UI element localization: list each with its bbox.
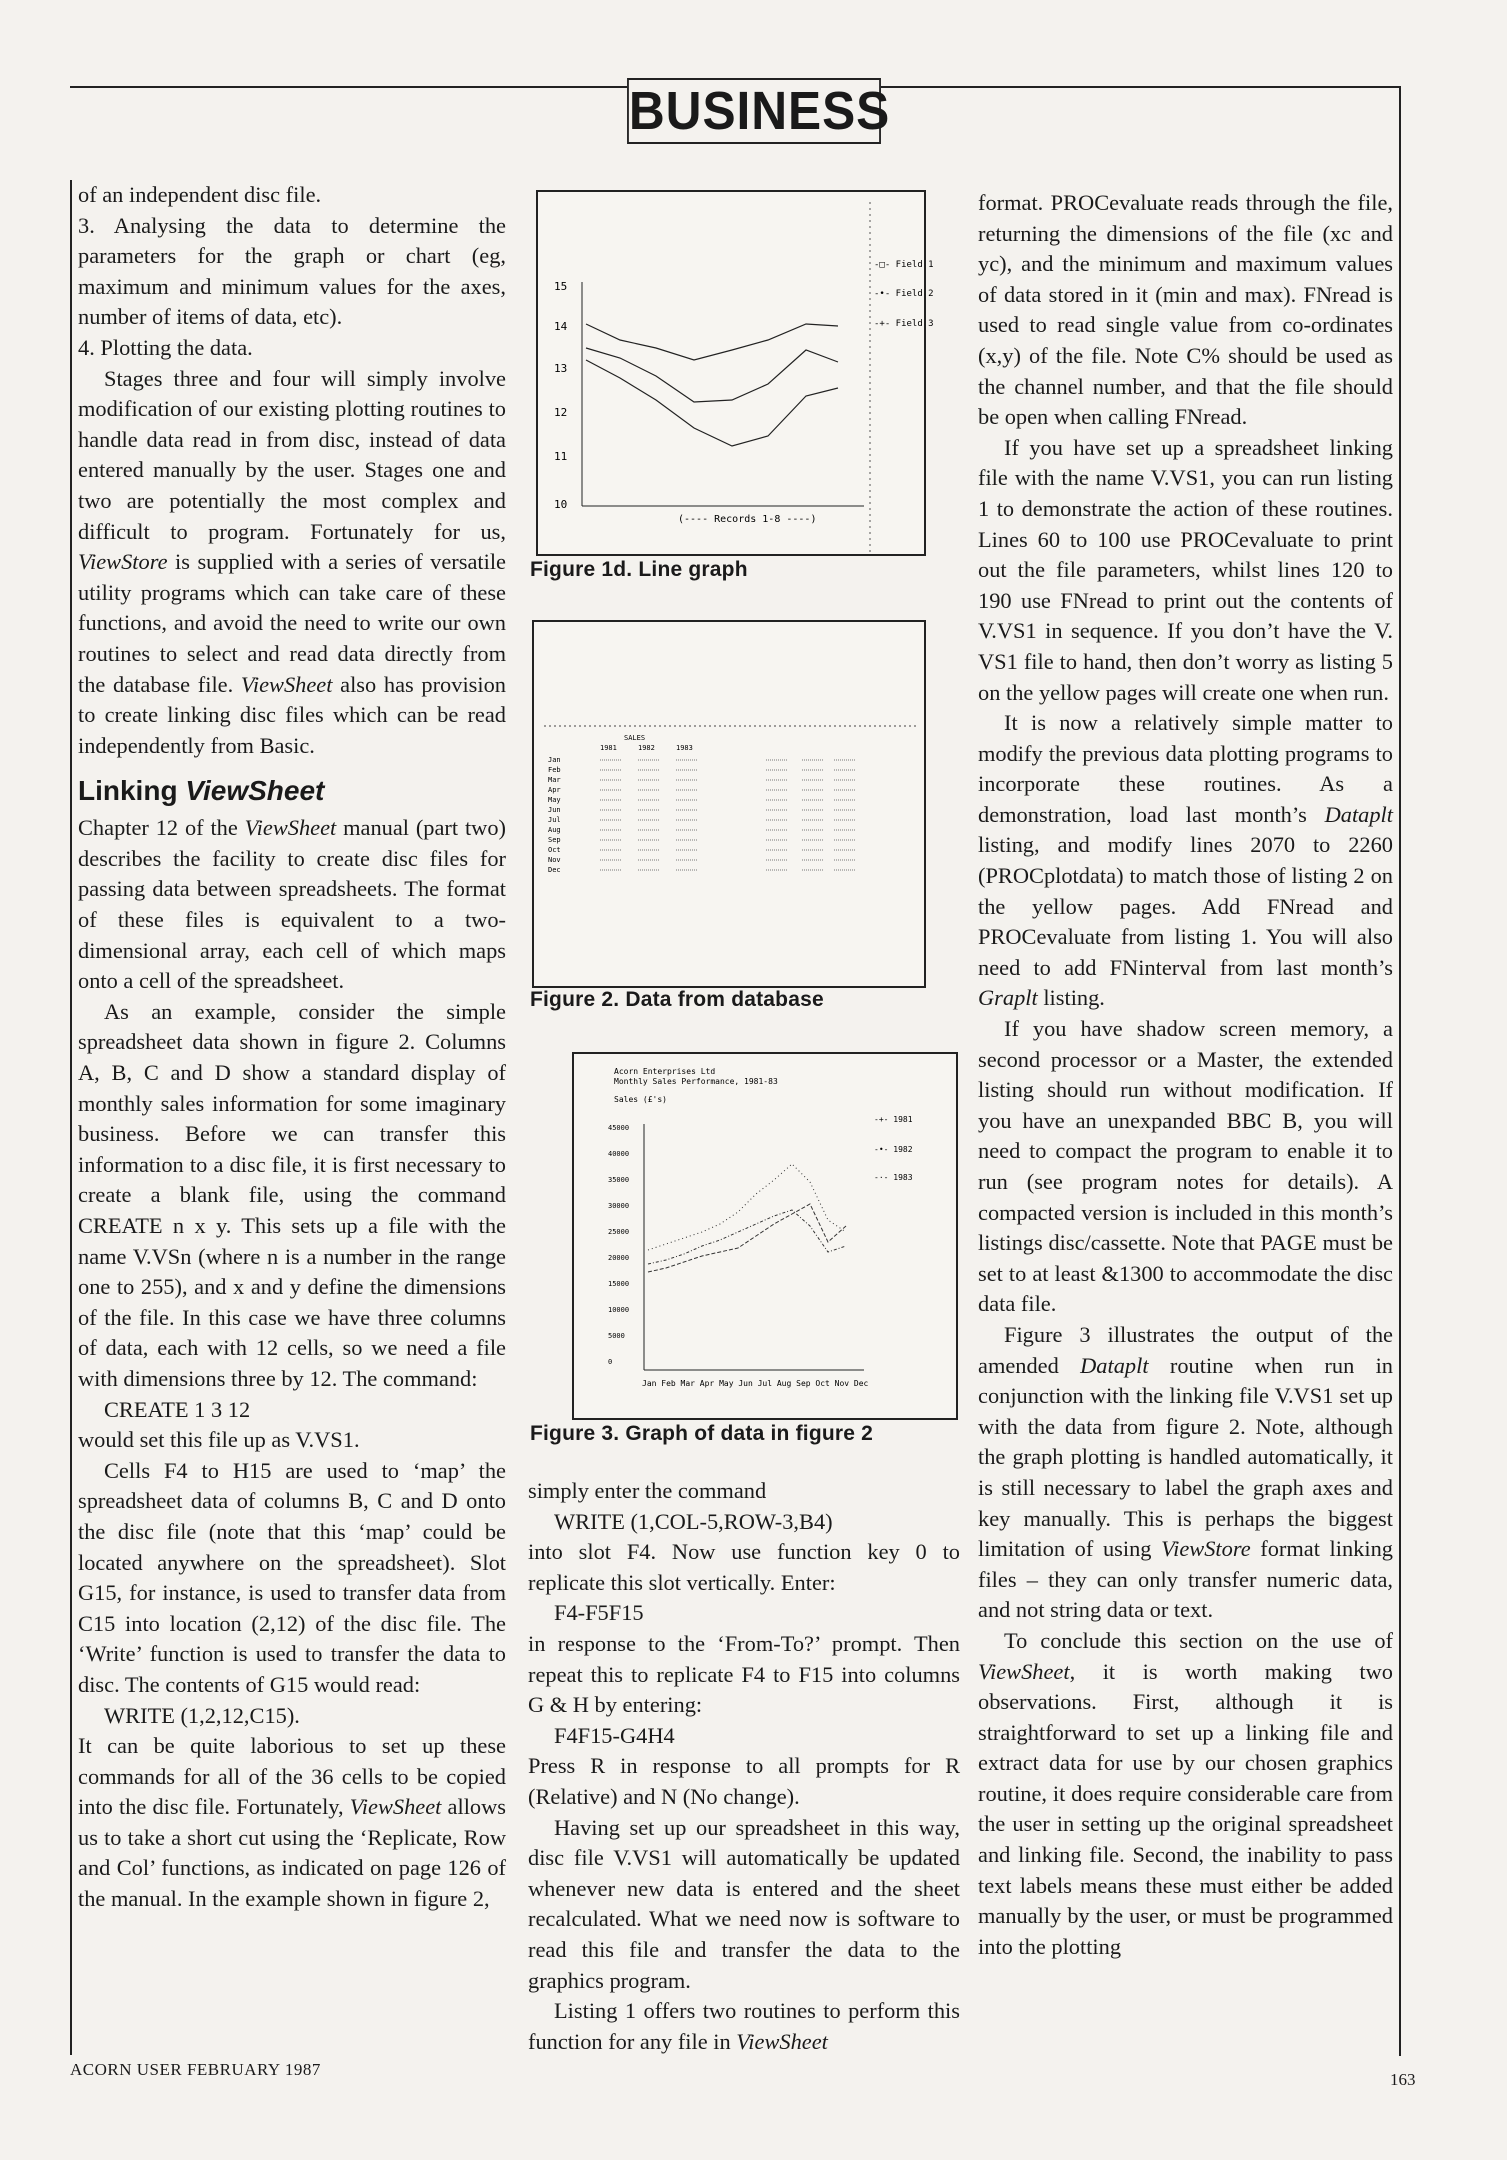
paragraph: would set this file up as V.VS1. [78, 1427, 360, 1453]
month-label: Jul [548, 816, 561, 824]
figure-2-data-table [532, 620, 926, 988]
y-tick: 40000 [608, 1150, 630, 1158]
month-label: Aug [548, 826, 561, 834]
paragraph: format. PROCevaluate reads through the file, returning the dimensions of the file (xc and yc), and the minimum and maximum values of data stored in it (min and max). FNread is used to read single value from co-ordinates (x,y) of the file. Note C% should be used as the channel number, and that the file should be open when calling FNread. [978, 190, 1393, 430]
y-tick: 30000 [608, 1202, 630, 1210]
month-label: Feb [548, 766, 561, 774]
paragraph: Chapter 12 of the ViewSheet manual (part two) describes the facility to create disc files for passing data between spreadsheets. The format of these files is equivalent to a two-dimensional array, each cell of which maps onto a cell of the spreadsheet. [78, 815, 506, 994]
paragraph: Figure 3 illustrates the output of the amended Dataplt routine when run in conjunction with the linking file V.VS1 set up with the data from figure 2. Note, although the graph plotting is handled automatically, it is still necessary to label the graph axes and key manually. This is perhaps the biggest limitation of using ViewStore format linking files – they can only transfer numeric data, and not string data or text. [978, 1321, 1393, 1623]
paragraph: simply enter the command [528, 1478, 767, 1503]
legend-field-1: -□- Field 1 [874, 260, 934, 270]
y-tick: 20000 [608, 1254, 630, 1262]
month-label: Sep [548, 836, 561, 844]
subheading-linking-viewsheet: Linking ViewSheet [78, 775, 325, 807]
spreadsheet-svg [534, 622, 924, 986]
y-tick: 45000 [608, 1124, 630, 1132]
paragraph: 4. Plotting the data. [78, 334, 253, 360]
paragraph: Press R in response to all prompts for R (Relative) and N (No change). [528, 1753, 960, 1809]
legend-field-3: -+- Field 3 [874, 319, 934, 329]
code-line: WRITE (1,2,12,C15). [104, 1702, 300, 1728]
month-label: Nov [548, 856, 561, 864]
figure-2-caption: Figure 2. Data from database [530, 988, 824, 1011]
y-tick: 0 [608, 1358, 613, 1366]
paragraph: into slot F4. Now use function key 0 to replicate this slot vertically. Enter: [528, 1539, 960, 1595]
series-field-2 [586, 348, 838, 402]
paragraph: Having set up our spreadsheet in this way, disc file V.VS1 will automatically be updated whenever new data is entered and the sheet recalculated. What we need now is software to read this file and transfer the data to the graphics program. [528, 1814, 960, 1993]
footer-magazine: ACORN USER FEBRUARY 1987 [70, 2060, 321, 2079]
legend-1982: -•- 1982 [874, 1145, 913, 1154]
code-line: WRITE (1,COL-5,ROW-3,B4) [554, 1508, 833, 1534]
month-label: Dec [548, 866, 561, 874]
y-tick: 10 [554, 498, 568, 511]
section-tag: BUSINESS [627, 78, 881, 144]
code-line: CREATE 1 3 12 [104, 1396, 251, 1422]
spreadsheet-rows [548, 756, 856, 874]
y-tick: 10000 [608, 1306, 630, 1314]
series-1982 [648, 1164, 846, 1250]
svg-text:1981: 1981 [600, 744, 617, 752]
series-field-3 [586, 360, 838, 446]
paragraph: As an example, consider the simple spreadsheet data shown in figure 2. Columns A, B, C and D show a standard display of monthly sales information for some imaginary business. Before we can transfer this information to a disc file, it is first necessary to create a blank file, using the command CREATE n x y. This sets up a file with the name V.VSn (where n is a number in the range one to 255), and x and y define the dimensions of the file. In this case we have three columns of data, each with 12 cells, so we need a file with dimensions three by 12. The command: [78, 998, 506, 1391]
month-label: Mar [548, 776, 561, 784]
column-3 [978, 188, 1401, 2056]
svg-text:1982: 1982 [638, 744, 655, 752]
y-tick: 12 [554, 406, 568, 419]
figure-3-graph [572, 1052, 958, 1420]
figure-1d-line-graph [536, 190, 934, 556]
y-axis-label: Sales (£'s) [614, 1095, 667, 1104]
graph-subtitle: Monthly Sales Performance, 1981-83 [614, 1077, 778, 1086]
svg-text:1983: 1983 [676, 744, 693, 752]
code-line: F4-F5F15 [554, 1600, 644, 1626]
series-1981 [648, 1204, 846, 1272]
paragraph: Listing 1 offers two routines to perform this function for any file in ViewSheet [528, 1998, 960, 2054]
y-tick: 35000 [608, 1176, 630, 1184]
month-label: May [548, 796, 561, 804]
y-tick: 15000 [608, 1280, 630, 1288]
paragraph: in response to the ‘From-To?’ prompt. Then repeat this to replicate F4 to F15 into columns G & H by entering: [528, 1630, 960, 1718]
page-number: 163 [1390, 2070, 1416, 2089]
paragraph: If you have shadow screen memory, a second processor or a Master, the extended listing should run without modification. If you have an unexpanded BBC B, you will need to compact the program to enable it to run (see program notes for details). A compacted version is included in this month’s listings disc/cassette. Note that PAGE must be set to at least &1300 to accommodate the disc data file. [978, 1016, 1393, 1317]
paragraph: Cells F4 to H15 are used to ‘map’ the spreadsheet data of columns B, C and D onto the disc file (note that this ‘map’ could be located anywhere on the spreadsheet). Slot G15, for instance, is used to transfer data from C15 into location (2,12) of the disc file. The ‘Write’ function is used to transfer the data to disc. The contents of G15 would read: [78, 1457, 506, 1697]
legend-1983: -·- 1983 [874, 1173, 913, 1182]
month-label: Jun [548, 806, 561, 814]
code-line: F4F15-G4H4 [554, 1722, 675, 1748]
paragraph: If you have set up a spreadsheet linking file with the name V.VS1, you can run listing 1 to demonstrate the action of these routines. Lines 60 to 100 use PROCevaluate to print out the file parameters, whilst lines 120 to 190 use FNread to print out the contents of V.VS1 in sequence. If you don’t have the V. VS1 file to hand, then don’t worry as listing 5 on the yellow pages will create one when run. [978, 434, 1393, 705]
paragraph: Stages three and four will simply involve modification of our existing plotting routines to handle data read in from disc, instead of data entered manually by the user. Stages one and two are potentially the most complex and difficult to program. Fortunately for us, ViewStore is supplied with a series of versatile utility programs which can take care of these functions, and avoid the need to write our own routines to select and read data directly from the database file. ViewSheet also has provision to create linking disc files which can be read independently from Basic. [78, 365, 506, 758]
y-tick: 13 [554, 362, 568, 375]
y-tick: 5000 [608, 1332, 625, 1340]
x-axis-months: Jan Feb Mar Apr May Jun Jul Aug Sep Oct Nov Dec [642, 1379, 869, 1388]
svg-text:SALES: SALES [624, 734, 646, 742]
graph-title: Acorn Enterprises Ltd [614, 1067, 716, 1076]
paragraph: It is now a relatively simple matter to modify the previous data plotting programs to incorporate these routines. As a demonstration, load last month’s Dataplt listing, and modify lines 2070 to 2260 (PROCplotdata) to match those of listing 2 on the yellow pages. Add FNread and PROCevaluate from listing 1. You will also need to add FNinterval from last month’s Graplt listing. [978, 710, 1393, 1011]
x-axis-label: (---- Records 1-8 ----) [678, 514, 817, 525]
paragraph: It can be quite laborious to set up these commands for all of the 36 cells to be copied into the disc file. Fortunately, ViewSheet allows us to take a short cut using the ‘Replicate, Row and Col’ functions, as indicated on page 126 of the manual. In the example shown in figure 2, [78, 1733, 506, 1912]
month-label: Apr [548, 786, 561, 794]
paragraph: To conclude this section on the use of ViewSheet, it is worth making two observations. First, although it is straightforward to set up a linking file and extract data for use by our chosen graphics routine, it does require considerable care from the user in setting up the original spreadsheet and linking file. Second, the inability to pass text labels means these must either be added manually by the user, or must be programmed into the plotting [978, 1627, 1393, 1959]
y-tick: 11 [554, 450, 568, 463]
y-tick: 15 [554, 280, 568, 293]
legend-1981: -+- 1981 [874, 1115, 913, 1124]
y-ticks [608, 1124, 629, 1366]
month-label: Oct [548, 846, 561, 854]
line-graph-svg [538, 192, 934, 554]
column-2 [528, 1476, 960, 2057]
y-tick: 14 [554, 320, 568, 333]
sales-graph-svg [574, 1054, 956, 1418]
y-tick: 25000 [608, 1228, 630, 1236]
paragraph: 3. Analysing the data to determine the parameters for the graph or chart (eg, maximum and minimum values for the axes, number of items of data, etc). [78, 212, 506, 330]
paragraph: of an independent disc file. [78, 182, 322, 207]
month-label: Jan [548, 756, 561, 764]
figure-1d-caption: Figure 1d. Line graph [530, 558, 748, 581]
column-1 [70, 180, 506, 2055]
legend-field-2: -•- Field 2 [874, 289, 934, 299]
figure-3-caption: Figure 3. Graph of data in figure 2 [530, 1422, 874, 1445]
